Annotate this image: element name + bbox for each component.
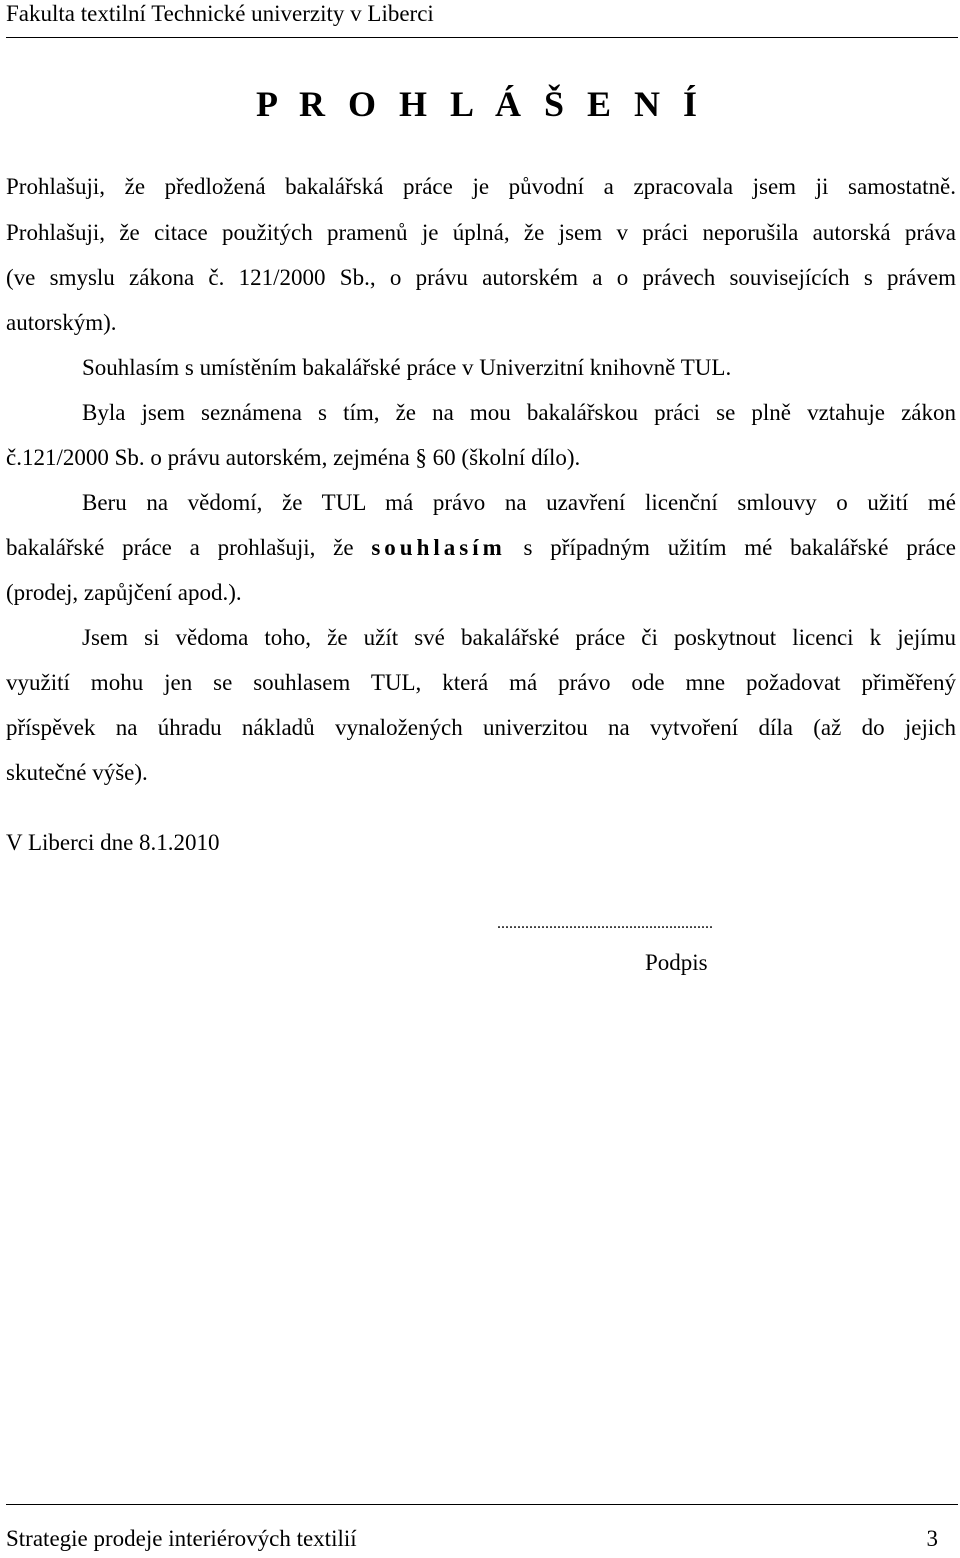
paragraph-5-line-2: využití mohu jen se souhlasem TUL, která má právo ode mne požadovat přiměřený: [6, 670, 956, 695]
paragraph-4-line-3: (prodej, zapůjčení apod.).: [6, 580, 242, 605]
signature-line: ......................................................: [497, 915, 713, 932]
footer-divider: [6, 1504, 958, 1505]
paragraph-4-line-1: Beru na vědomí, že TUL má právo na uzavření licenční smlouvy o užití mé: [82, 490, 956, 515]
paragraph-4-line-2-start: bakalářské práce a prohlašuji, že: [6, 535, 372, 560]
paragraph-2-line-1: Souhlasím s umístěním bakalářské práce v Univerzitní knihovně TUL.: [82, 355, 732, 380]
consent-emphasis: souhlasím: [371, 535, 506, 560]
signature-label: Podpis: [645, 950, 708, 975]
paragraph-4-line-2: [6, 533, 956, 563]
paragraph-1-line-1: Prohlašuji, že předložená bakalářská práce je původní a zpracovala jsem ji samostatně.: [6, 174, 956, 199]
document-title: P R O H L Á Š E N Í: [255, 84, 705, 124]
paragraph-1-line-2: Prohlašuji, že citace použitých pramenů je úplná, že jsem v práci neporušila autorská práva: [6, 220, 956, 245]
paragraph-5-line-3: příspěvek na úhradu nákladů vynaložených univerzitou na vytvoření díla (až do jejich: [6, 715, 956, 740]
page-header: [6, 0, 958, 38]
paragraph-4-line-2-end: s případným užitím mé bakalářské práce: [505, 535, 956, 560]
paragraph-1-line-3: (ve smyslu zákona č. 121/2000 Sb., o právu autorském a o právech souvisejících s právem: [6, 265, 956, 290]
paragraph-3-line-2: č.121/2000 Sb. o právu autorském, zejména § 60 (školní dílo).: [6, 445, 581, 470]
footer-title: Strategie prodeje interiérových textilií: [6, 1526, 357, 1551]
paragraph-5-line-1: Jsem si vědoma toho, že užít své bakalářské práce či poskytnout licenci k jejímu: [82, 625, 956, 650]
paragraph-5-line-4: skutečné výše).: [6, 760, 148, 785]
faculty-name: Fakulta textilní Technické univerzity v Liberci: [6, 1, 434, 26]
paragraph-3-line-1: Byla jsem seznámena s tím, že na mou bakalářskou práci se plně vztahuje zákon: [82, 400, 956, 425]
paragraph-1-line-4: autorským).: [6, 310, 117, 335]
place-date: V Liberci dne 8.1.2010: [6, 830, 220, 855]
page-number: 3: [926, 1526, 938, 1551]
